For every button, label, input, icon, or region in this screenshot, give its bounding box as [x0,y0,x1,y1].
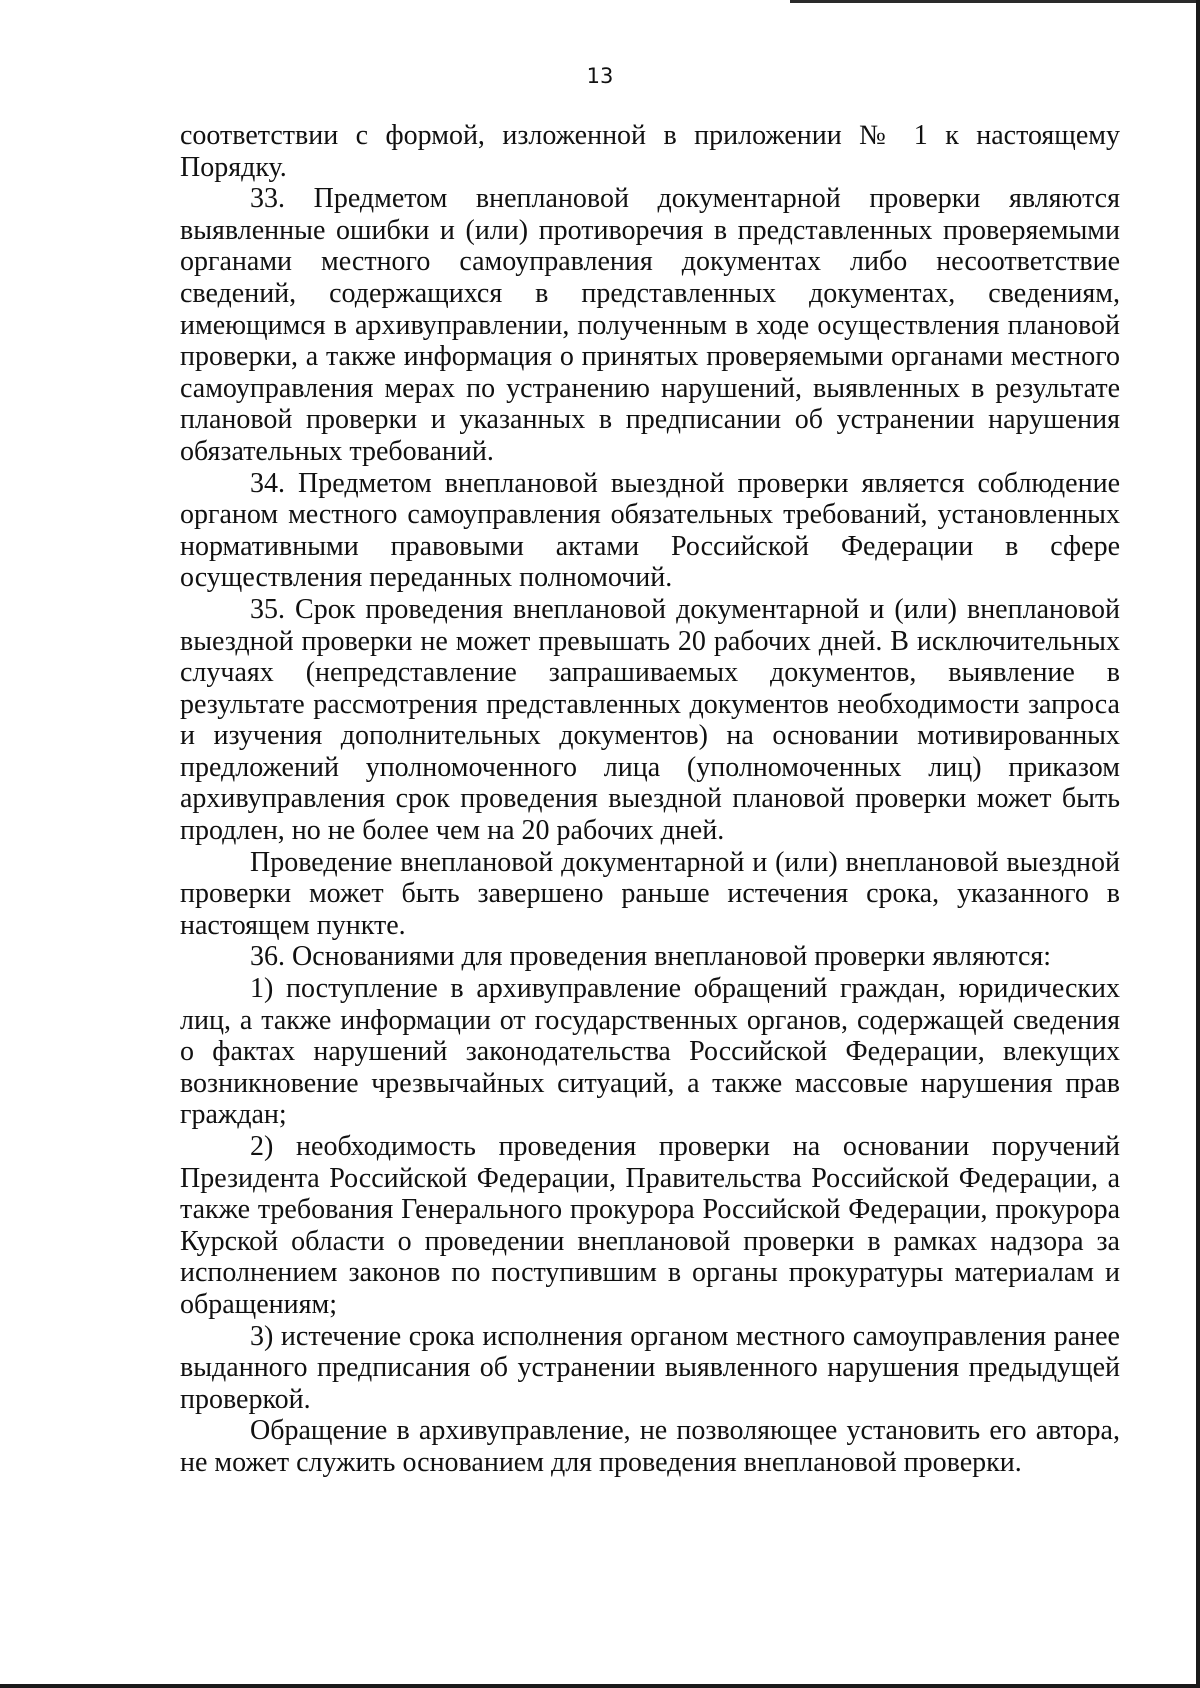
paragraph-continuation: соответствии с формой, изложенной в приложении № 1 к настоящему Порядку. [180,120,1120,183]
document-body [180,120,1120,1479]
paragraph-36-item-3: 3) истечение срока исполнения органом местного самоуправления ранее выданного предписания об устранении выявленного нарушения предыдущей проверкой. [180,1320,1120,1415]
paragraph-36: 36. Основаниями для проведения внеплановой проверки являются: [250,941,1052,973]
paragraph-35: 35. Срок проведения внеплановой документарной и (или) внеплановой выездной проверки не может превышать 20 рабочих дней. В исключительных случаях (непредставление запрашиваемых документов, выявление в результате рассмотрения представленных документов необходимости запроса и изучения дополнительных документов) на основании мотивированных предложений уполномоченного лица (уполномоченных лиц) приказом архивуправления срок проведения выездной плановой проверки может быть продлен, но не более чем на 20 рабочих дней. [180,593,1120,847]
scan-edge-top [790,0,1196,3]
paragraph-34: 34. Предметом внеплановой выездной проверки является соблюдение органом местного самоуправления обязательных требований, установленных нормативными правовыми актами Российской Федерации в сфере осуществления переданных полномочий. [180,467,1120,594]
scan-edge-bottom [0,1684,1200,1688]
paragraph-36-item-1: 1) поступление в архивуправление обращений граждан, юридических лиц, а также информации от государственных органов, содержащей сведения о фактах нарушений законодательства Российской Федерации, влекущих возникновение чрезвычайных ситуаций, а также массовые нарушения прав граждан; [180,973,1120,1131]
scan-edge-right [1196,0,1200,1688]
page-number: 13 [586,64,614,88]
paragraph-33: 33. Предметом внеплановой документарной проверки являются выявленные ошибки и (или) противоречия в представленных проверяемыми органами местного самоуправления документах либо несоответствие сведений, содержащихся в представленных документах, сведениям, имеющимся в архивуправлении, полученным в ходе осуществления плановой проверки, а также информация о принятых проверяемыми органами местного самоуправления мерах по устранению нарушений, выявленных в результате плановой проверки и указанных в предписании об устранении нарушения обязательных требований. [180,183,1120,467]
paragraph-anonymous-appeal: Обращение в архивуправление, не позволяющее установить его автора, не может служить основанием для проведения внеплановой проверки. [180,1415,1120,1478]
paragraph-35-completion: Проведение внеплановой документарной и (или) внеплановой выездной проверки может быть завершено раньше истечения срока, указанного в настоящем пункте. [180,846,1120,941]
paragraph-36-item-2: 2) необходимость проведения проверки на основании поручений Президента Российской Федерации, Правительства Российской Федерации, а также требования Генерального прокурора Российской Федерации, прокурора Курской области о проведении внеплановой проверки в рамках надзора за исполнением законов по поступившим в органы прокуратуры материалам и обращениям; [180,1131,1120,1320]
